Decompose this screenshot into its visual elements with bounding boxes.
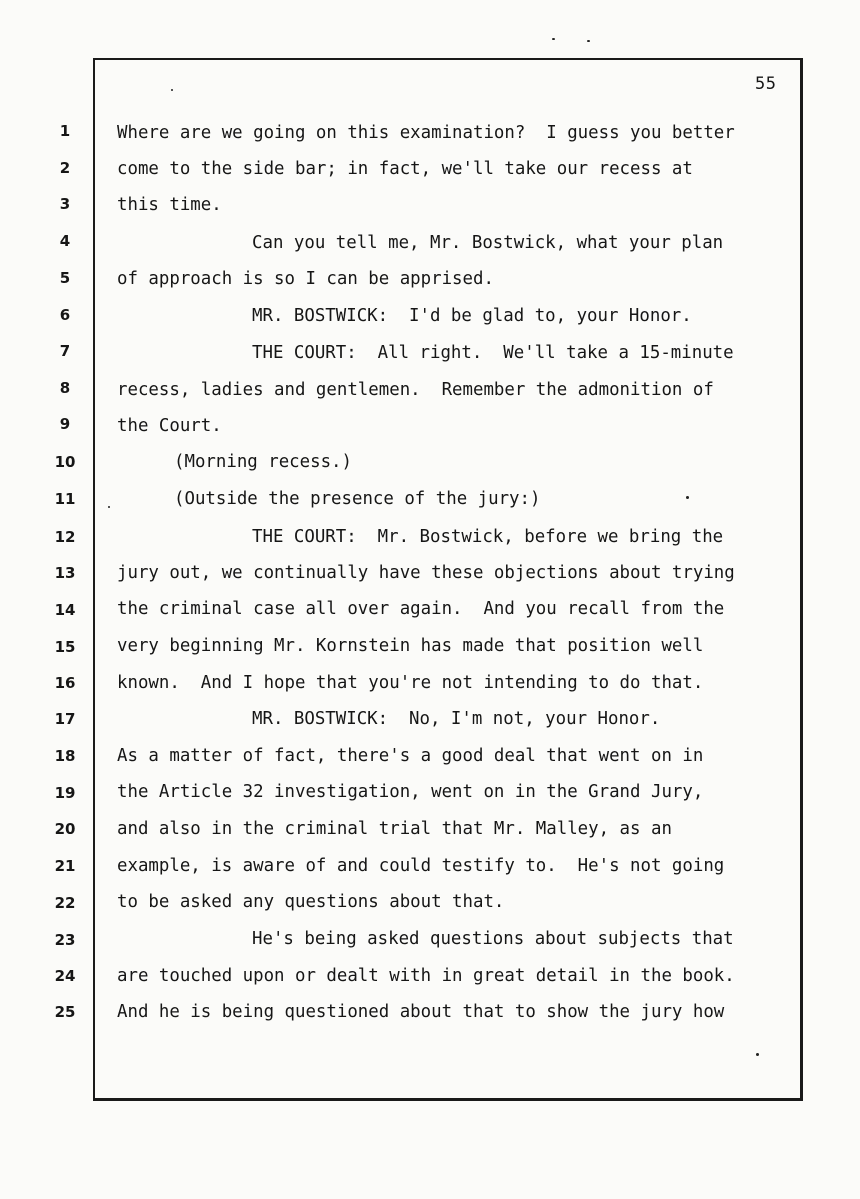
transcript-line: THE COURT: Mr. Bostwick, before we bring the: [252, 527, 724, 547]
line-number: 21: [54, 857, 76, 875]
transcript-line: MR. BOSTWICK: I'd be glad to, your Honor.: [252, 306, 692, 326]
line-number: 11: [54, 490, 76, 508]
transcript-line: the criminal case all over again. And you recall from the: [117, 599, 725, 619]
line-number: 19: [54, 784, 76, 802]
transcript-line: MR. BOSTWICK: No, I'm not, your Honor.: [252, 709, 661, 729]
line-number: 5: [59, 269, 71, 287]
line-number: 2: [59, 159, 71, 177]
transcript-line: (Morning recess.): [174, 452, 352, 472]
transcript-line: (Outside the presence of the jury:): [174, 489, 541, 509]
line-number: 18: [54, 747, 76, 765]
transcript-line: THE COURT: All right. We'll take a 15-minute: [252, 343, 734, 363]
line-number: 24: [54, 967, 76, 985]
line-number: 23: [54, 931, 76, 949]
transcript-line: come to the side bar; in fact, we'll take our recess at: [117, 159, 693, 179]
line-number: 13: [54, 564, 76, 582]
transcript-line: very beginning Mr. Kornstein has made that position well: [117, 636, 704, 656]
scan-speck: [686, 496, 689, 499]
line-number: 7: [59, 342, 71, 360]
transcript-line: recess, ladies and gentlemen. Remember the admonition of: [117, 380, 714, 400]
line-number: 10: [54, 453, 76, 471]
transcript-line: And he is being questioned about that to show the jury how: [117, 1002, 725, 1022]
transcript-line: the Article 32 investigation, went on in the Grand Jury,: [117, 782, 704, 802]
transcript-line: this time.: [117, 195, 222, 215]
transcript-line: As a matter of fact, there's a good deal that went on in: [117, 746, 704, 766]
scan-speck: [552, 38, 555, 40]
transcript-line: example, is aware of and could testify to. He's not going: [117, 856, 725, 876]
transcript-line: known. And I hope that you're not intending to do that.: [117, 673, 704, 693]
transcript-line: of approach is so I can be apprised.: [117, 269, 494, 289]
line-number: 6: [59, 306, 71, 324]
line-number: 25: [54, 1003, 76, 1021]
transcript-line: to be asked any questions about that.: [117, 892, 505, 912]
line-number: 16: [54, 674, 76, 692]
line-number: 12: [54, 528, 76, 546]
transcript-line: the Court.: [117, 416, 222, 436]
transcript-line: Where are we going on this examination? I guess you better: [117, 123, 735, 143]
line-number: 3: [59, 195, 71, 213]
line-number: 9: [59, 415, 71, 433]
line-number: 17: [54, 710, 76, 728]
transcript-line: and also in the criminal trial that Mr. Malley, as an: [117, 819, 672, 839]
page-number: 55: [755, 74, 777, 94]
transcript-line: Can you tell me, Mr. Bostwick, what your plan: [252, 233, 724, 253]
scan-speck: [108, 506, 110, 508]
line-number: 20: [54, 820, 76, 838]
line-number: 22: [54, 894, 76, 912]
transcript-line: jury out, we continually have these objections about trying: [117, 563, 735, 583]
line-number: 14: [54, 601, 76, 619]
line-number: 4: [59, 232, 71, 250]
line-number: 15: [54, 638, 76, 656]
scan-speck: [756, 1053, 759, 1056]
scan-speck: [171, 89, 173, 91]
line-number: 8: [59, 379, 71, 397]
transcript-line: are touched upon or dealt with in great detail in the book.: [117, 966, 735, 986]
transcript-line: He's being asked questions about subjects that: [252, 929, 734, 949]
line-number: 1: [59, 122, 71, 140]
scan-speck: [587, 40, 590, 42]
